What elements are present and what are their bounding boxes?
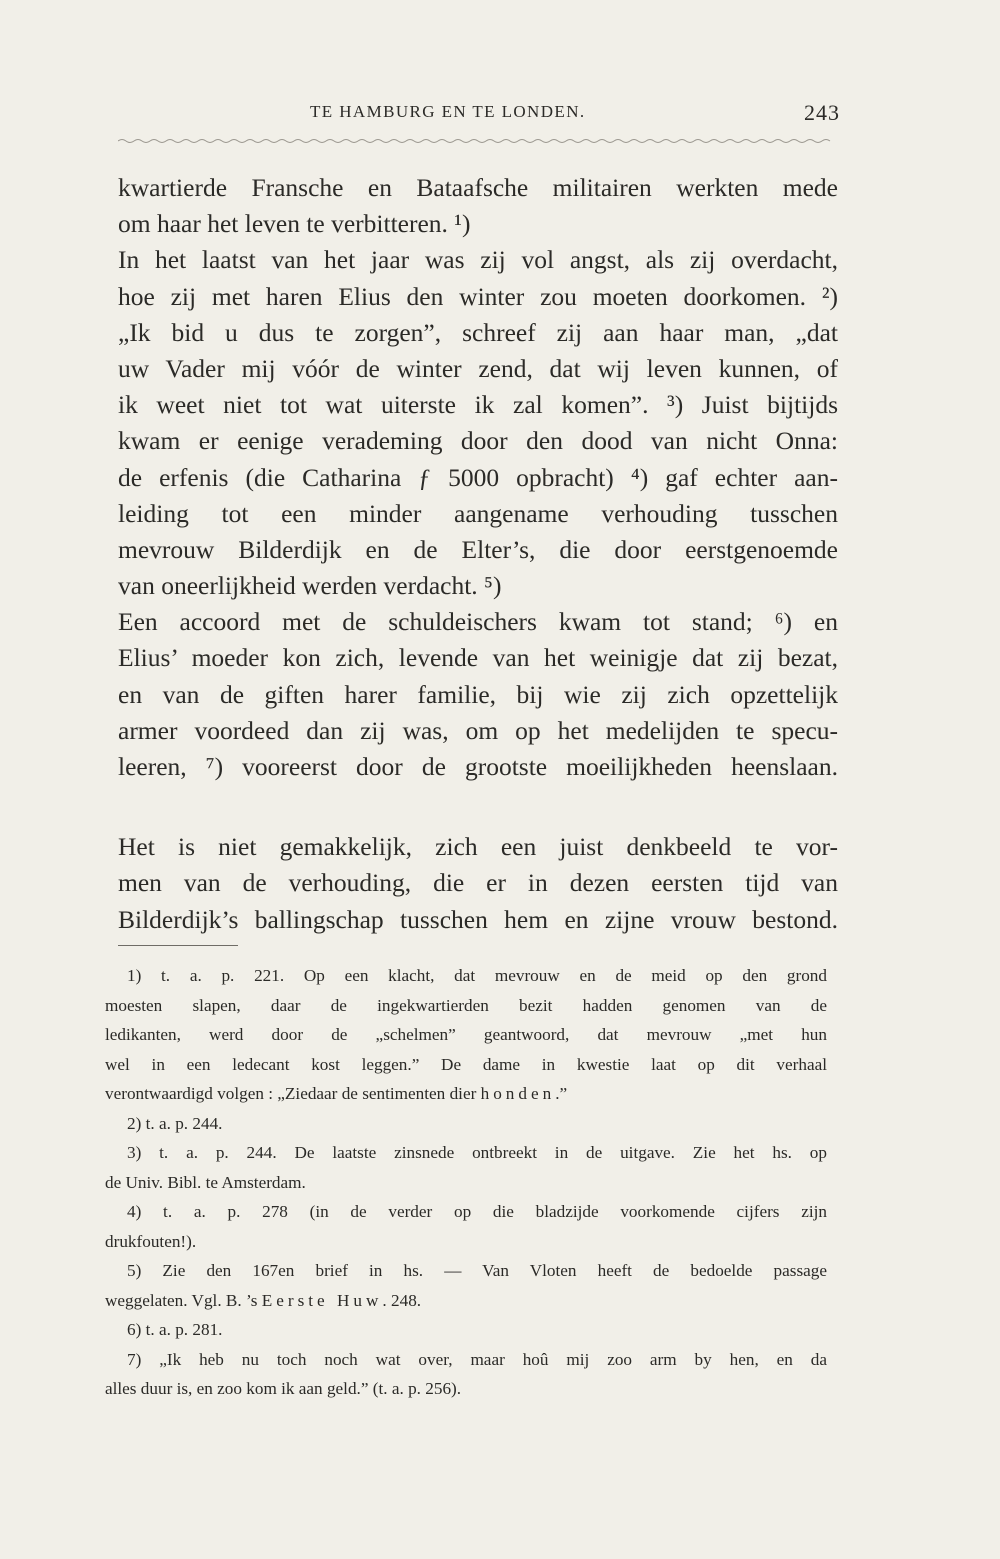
spaced-title: Eerste Huw bbox=[261, 1290, 383, 1310]
text-line: Elius’ moeder kon zich, levende van het weinigje dat zij bezat, bbox=[118, 643, 838, 673]
footnote-line bbox=[105, 1286, 827, 1316]
text-line: leeren, ⁷) vooreerst door de grootste moeilijkheden heenslaan. bbox=[118, 752, 838, 781]
footnote-text: .” bbox=[555, 1084, 568, 1103]
paragraph-gap bbox=[118, 785, 838, 829]
footnote-line bbox=[105, 1079, 827, 1109]
text-line: leiding tot een minder aangename verhouding tusschen bbox=[118, 498, 838, 528]
text-line: uw Vader mij vóór de winter zend, dat wij leven kunnen, of bbox=[118, 353, 838, 383]
text-line: kwartierde Fransche en Bataafsche militairen werkten mede bbox=[118, 173, 838, 202]
footnote-line: wel in een ledecant kost leggen.” De dame in kwestie laat op dit verhaal bbox=[105, 1054, 827, 1074]
footnote-text: weggelaten. Vgl. B. ’s bbox=[105, 1290, 262, 1310]
text-line: hoe zij met haren Elius den winter zou moeten doorkomen. ²) bbox=[118, 281, 838, 311]
footnote-rule bbox=[118, 945, 238, 946]
footnote-line: 1) t. a. p. 221. Op een klacht, dat mevrouw en de meid op den grond bbox=[127, 966, 827, 985]
footnote-line: 7) „Ik heb nu toch noch wat over, maar hoû mij zoo arm by hen, en da bbox=[127, 1349, 827, 1369]
text-line: ik weet niet tot wat uiterste ik zal komen”. ³) Juist bijtijds bbox=[118, 390, 838, 420]
footnote-line: 5) Zie den 167en brief in hs. — Van Vloten heeft de bedoelde passage bbox=[127, 1261, 827, 1280]
text-line: armer voordeed dan zij was, om op het medelijden te specu- bbox=[118, 715, 838, 745]
footnote-line: 3) t. a. p. 244. De laatste zinsnede ontbreekt in de uitgave. Zie het hs. op bbox=[127, 1143, 827, 1162]
spaced-word: honden bbox=[480, 1084, 556, 1103]
footnote-line: alles duur is, en zoo kom ik aan geld.” (t. a. p. 256). bbox=[105, 1379, 462, 1398]
text-line: Bilderdijk’s ballingschap tusschen hem en zijne vrouw bestond. bbox=[118, 904, 838, 934]
text-line: van oneerlijkheid werden verdacht. ⁵) bbox=[118, 571, 502, 601]
text-line: de erfenis (die Catharina ƒ 5000 opbracht) ⁴) gaf echter aan- bbox=[118, 462, 838, 492]
footnote-line: 4) t. a. p. 278 (in de verder op die bladzijde voorkomende cijfers zijn bbox=[127, 1202, 827, 1221]
text-line: men van de verhouding, die er in dezen eersten tijd van bbox=[118, 868, 838, 898]
running-head bbox=[118, 102, 840, 132]
footnote-text: . 248. bbox=[382, 1290, 422, 1310]
footnote-line: drukfouten!). bbox=[105, 1231, 197, 1251]
footnote-line: 6) t. a. p. 281. bbox=[127, 1320, 223, 1339]
text-line: Een accoord met de schuldeischers kwam tot stand; ⁶) en bbox=[118, 607, 838, 637]
text-line: mevrouw Bilderdijk en de Elter’s, die door eerstgenoemde bbox=[118, 534, 838, 564]
header-wavy-rule bbox=[118, 137, 832, 145]
text-line: In het laatst van het jaar was zij vol angst, als zij overdacht, bbox=[118, 245, 838, 275]
page-number: 243 bbox=[804, 100, 840, 125]
text-line: en van de giften harer familie, bij wie zij zich opzettelijk bbox=[118, 679, 838, 709]
footnote-line: ledikanten, werd door de „schelmen” geantwoord, dat mevrouw „met hun bbox=[105, 1025, 827, 1044]
footnotes bbox=[105, 961, 827, 1404]
text-line: „Ik bid u dus te zorgen”, schreef zij aan haar man, „dat bbox=[118, 317, 838, 347]
text-line: om haar het leven te verbitteren. ¹) bbox=[118, 209, 471, 239]
text-line: Het is niet gemakkelijk, zich een juist denkbeeld te vor- bbox=[118, 832, 838, 862]
running-title: TE HAMBURG EN TE LONDEN. bbox=[310, 102, 586, 121]
text-line: kwam er eenige verademing door den dood van nicht Onna: bbox=[118, 426, 838, 456]
footnote-line: moesten slapen, daar de ingekwartierden bezit hadden genomen van de bbox=[105, 995, 827, 1015]
main-text bbox=[118, 170, 838, 938]
footnote-text: verontwaardigd volgen : „Ziedaar de sentimenten dier bbox=[105, 1084, 481, 1103]
footnote-line: de Univ. Bibl. te Amsterdam. bbox=[105, 1172, 306, 1192]
footnote-line: 2) t. a. p. 244. bbox=[127, 1113, 223, 1133]
